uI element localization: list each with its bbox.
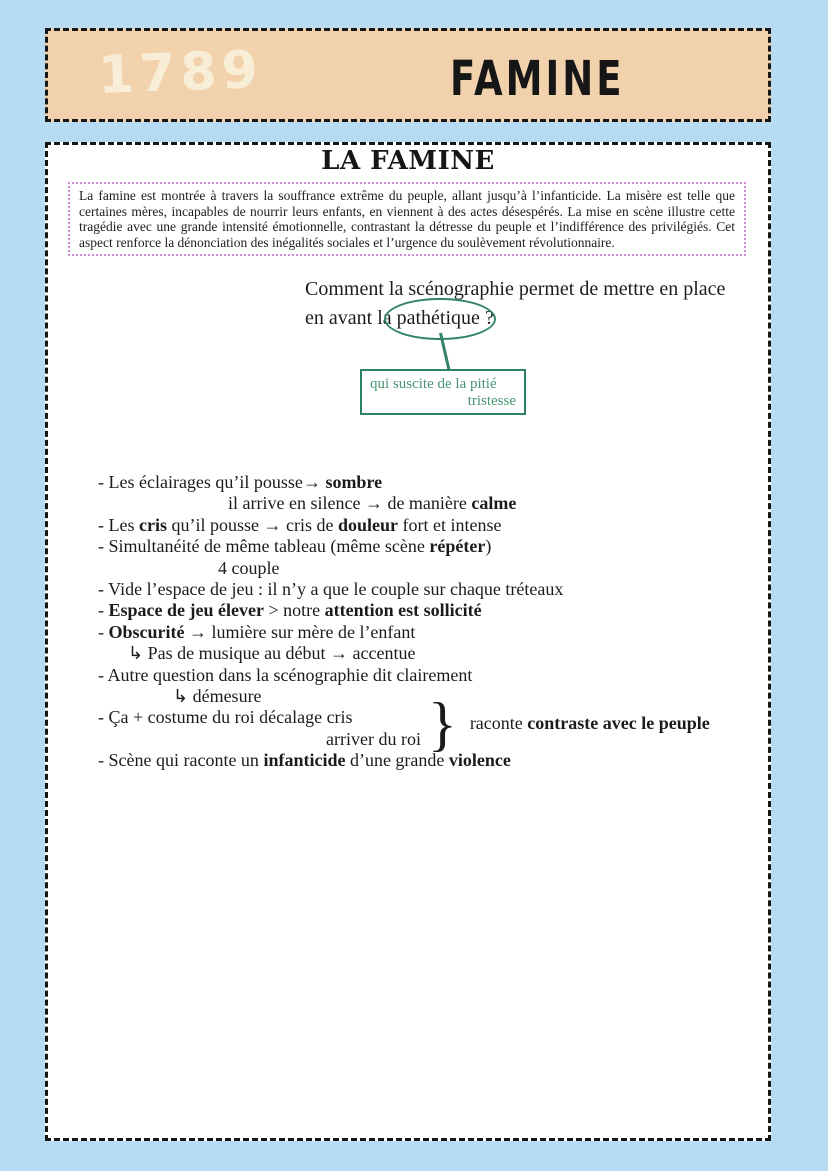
page-title: LA FAMINE: [321, 146, 495, 176]
note-segment: ↳ Pas de musique au début → accentue: [128, 643, 416, 664]
note-segment-bold: répéter: [429, 536, 486, 557]
note-segment: - Autre question dans la scénographie dit clairement: [98, 664, 473, 685]
brace-label-bold: contraste avec le peuple: [527, 713, 710, 734]
note-line: [98, 665, 770, 686]
note-segment: cris de: [281, 514, 338, 535]
summary-paragraph: La famine est montrée à travers la souffrance extrême du peuple, allant jusqu’à l’infanticide. La misère est telle que certaines mères, incapables de nourrir leurs enfants, en viennent à des actes désespérés. La mise en scène illustre cette tragédie avec une grande intensité émotionnelle, contrastant la détresse du peuple et l’indifférence des privilégiés. Cet aspect renforce la dénonciation des inégalités sociales et l’urgence du soulèvement révolutionnaire.: [68, 182, 746, 256]
annotation-box: [360, 369, 526, 415]
note-segment: lumière sur mère de l’enfant: [207, 621, 416, 642]
note-line: [98, 536, 770, 557]
note-segment: - Vide l’espace de jeu : il n’y a que le couple sur chaque tréteaux: [98, 579, 564, 600]
note-line: [228, 493, 770, 514]
note-segment: d’une grande: [345, 750, 449, 771]
note-segment: - Scène qui raconte un: [98, 750, 264, 771]
note-line: [98, 622, 770, 643]
note-segment: 4 couple: [218, 557, 280, 578]
note-line: [98, 472, 770, 493]
question-line-1: Comment la scénographie permet de mettre en place: [305, 278, 726, 300]
circled-word-text: pathétique: [396, 306, 480, 329]
question-block: [305, 275, 725, 332]
note-segment: arriver du roi: [326, 728, 421, 749]
note-segment-bold: attention est sollicité: [324, 600, 482, 621]
brace-annotation: [428, 691, 710, 757]
question-line-2-suffix: ?: [479, 306, 494, 329]
note-segment: de manière: [382, 493, 472, 514]
annotation-line-2: tristesse: [467, 392, 516, 409]
note-segment: - Les éclairages qu’il pousse: [98, 472, 303, 492]
content-sheet: [45, 142, 771, 1141]
note-segment-bold: cris: [138, 514, 167, 535]
note-segment-bold: infanticide: [263, 750, 346, 771]
note-segment: -: [98, 621, 109, 642]
annotation-line-1: qui suscite de la pitié: [370, 376, 497, 392]
banner-year: 1789: [97, 40, 264, 106]
brace-label: [470, 713, 710, 734]
note-segment: -: [98, 600, 109, 621]
note-line: [218, 558, 770, 579]
note-segment-bold: Espace de jeu élever: [108, 600, 264, 621]
note-segment-bold: Obscurité →: [108, 621, 207, 642]
note-segment: qu’il pousse: [166, 514, 264, 535]
note-line: [98, 600, 770, 621]
note-segment: - Simultanéité de même tableau (même scène: [98, 536, 430, 557]
banner-title: FAMINE: [450, 51, 625, 107]
notes-section: [98, 472, 770, 772]
note-segment-bold: violence: [448, 750, 511, 771]
note-line: [98, 579, 770, 600]
note-segment: - Ça + costume du roi décalage cris: [98, 707, 353, 728]
note-segment: ↳ démesure: [173, 686, 262, 707]
note-segment-bold: →: [263, 514, 282, 535]
note-segment: il arrive en silence: [228, 493, 365, 514]
note-segment-bold: douleur: [337, 514, 398, 535]
note-line: [98, 515, 770, 536]
circled-word: [397, 304, 480, 333]
header-banner: [45, 28, 771, 122]
question-line-2-prefix: en avant la: [305, 306, 397, 329]
question-line-2: [305, 304, 725, 333]
note-segment-bold: → sombre: [302, 472, 383, 492]
note-segment: ): [485, 536, 492, 557]
note-segment-bold: calme: [471, 493, 517, 514]
note-segment-bold: →: [364, 493, 383, 514]
brace-label-plain: raconte: [469, 713, 528, 734]
note-segment: > notre: [263, 600, 325, 621]
note-segment: - Les: [98, 514, 139, 535]
note-line: [128, 643, 770, 664]
annotation-connector-line: [439, 333, 451, 372]
note-segment: fort et intense: [397, 514, 502, 535]
brace-glyph: }: [428, 691, 457, 757]
